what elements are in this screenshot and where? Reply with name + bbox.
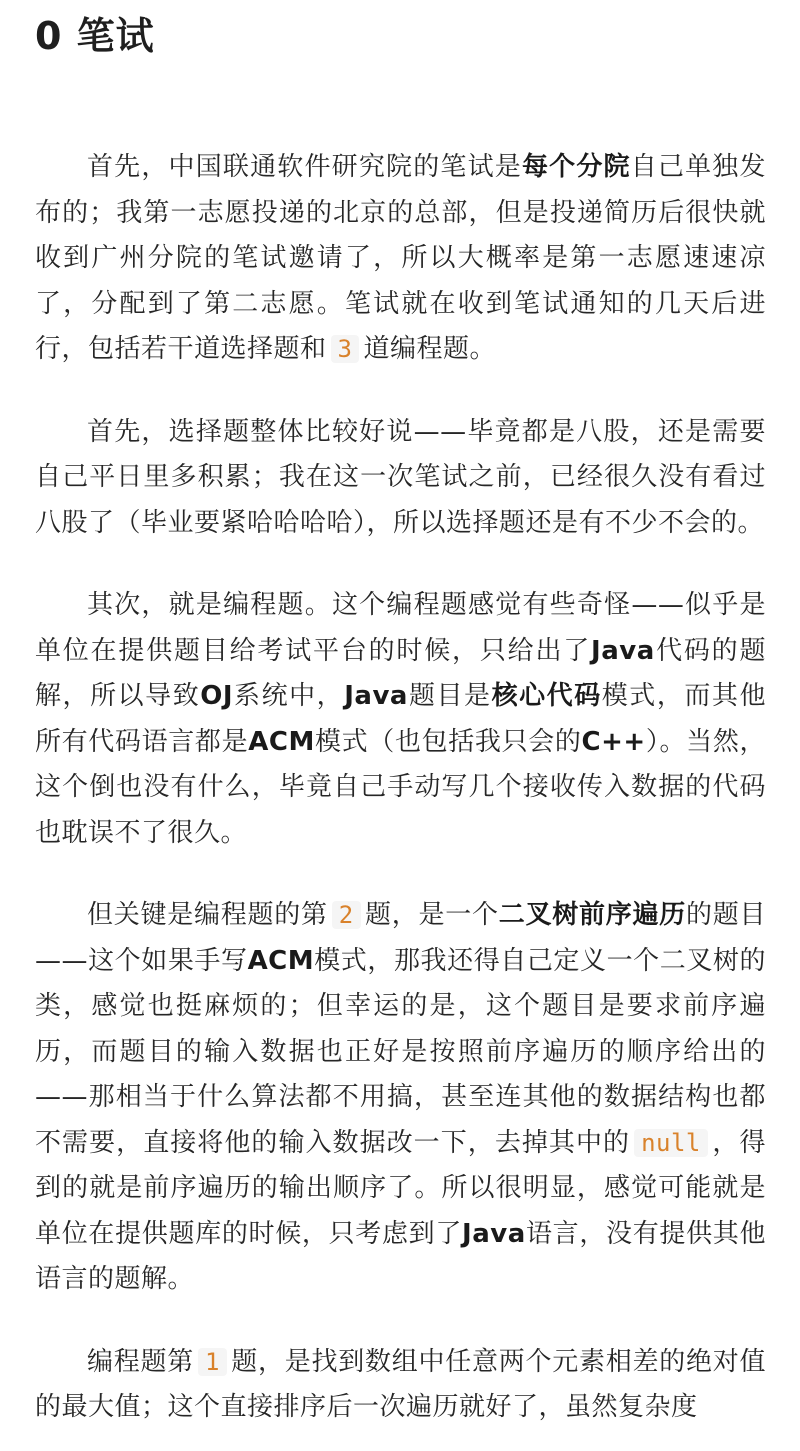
text-segment: 模式（也包括我只会的 xyxy=(314,726,582,757)
paragraph-3 xyxy=(35,583,766,856)
text-segment: 系统中， xyxy=(233,681,345,711)
text-segment: 的题目——这个如果手写 xyxy=(35,900,766,976)
inline-code: 1 xyxy=(198,1348,227,1376)
text-segment: 题目是 xyxy=(407,681,492,711)
text-segment: 其次，就是编程题。这个编程题感觉有些奇怪——似乎是单位在提供题目给考试平台的时候，只给出了 xyxy=(35,590,766,666)
text-segment: 道编程题。 xyxy=(363,334,496,364)
inline-code: 2 xyxy=(332,901,361,929)
text-segment: 题，是找到数组中任意两个元素相差的绝对值的最大值；这个直接排序后一次遍历就好了，虽然复杂度 xyxy=(35,1346,766,1422)
paragraph-2 xyxy=(35,410,766,547)
inline-code: 3 xyxy=(331,335,360,363)
text-segment: 编程题第 xyxy=(87,1346,195,1377)
bold-text: Java xyxy=(344,681,408,711)
text-segment: 代码的题解，所以导致 xyxy=(35,635,766,711)
page-title: 0 笔试 xyxy=(35,14,155,58)
text-segment: 模式，而其他所有代码语言都是 xyxy=(35,681,766,757)
text-segment: 首先，中国联通软件研究院的笔试是 xyxy=(87,152,522,182)
paragraph-4 xyxy=(35,893,766,1303)
bold-text: ACM xyxy=(247,945,315,976)
text-segment: 自己单独发布的；我第一志愿投递的北京的总部，但是投递简历后很快就收到广州分院的笔试邀请了，所以大概率是第一志愿速速凉了，分配到了第二志愿。笔试就在收到笔试通知的几天后进行，包括若干道选择题和 xyxy=(35,152,766,364)
bold-text: 二叉树前序遍历 xyxy=(498,900,686,930)
bold-text: OJ xyxy=(200,681,234,711)
text-segment: 但关键是编程题的第 xyxy=(87,900,328,930)
bold-text: ACM xyxy=(248,726,315,757)
text-segment: 题，是一个 xyxy=(364,900,499,930)
text-segment: 模式，那我还得自己定义一个二叉树的类，感觉也挺麻烦的；但幸运的是，这个题目是要求前序遍历，而题目的输入数据也正好是按照前序遍历的顺序给出的——那相当于什么算法都不用搞，甚至连其他的数据结构也都不需要，直接将他的输入数据改一下，去掉其中的 xyxy=(35,945,766,1158)
text-segment: 语言，没有提供其他语言的题解。 xyxy=(35,1218,766,1294)
inline-code: null xyxy=(634,1129,708,1157)
bold-text: 核心代码 xyxy=(491,681,602,711)
bold-text: Java xyxy=(462,1218,526,1249)
text-segment: 首先，选择题整体比较好说——毕竟都是八股，还是需要自己平日里多积累；我在这一次笔试之前，已经很久没有看过八股了（毕业要紧哈哈哈哈），所以选择题还是有不少不会的。 xyxy=(35,416,766,538)
text-segment: ）。当然，这个倒也没有什么，毕竟自己手动写几个接收传入数据的代码也耽误不了很久。 xyxy=(35,726,766,848)
text-segment: ，得到的就是前序遍历的输出顺序了。所以很明显，感觉可能就是单位在提供题库的时候，只考虑到了 xyxy=(35,1127,766,1249)
bold-text: C++ xyxy=(581,726,646,757)
bold-text: 每个分院 xyxy=(521,152,631,182)
bold-text: Java xyxy=(591,635,655,666)
paragraph-1 xyxy=(35,145,766,373)
paragraph-5 xyxy=(35,1340,766,1431)
